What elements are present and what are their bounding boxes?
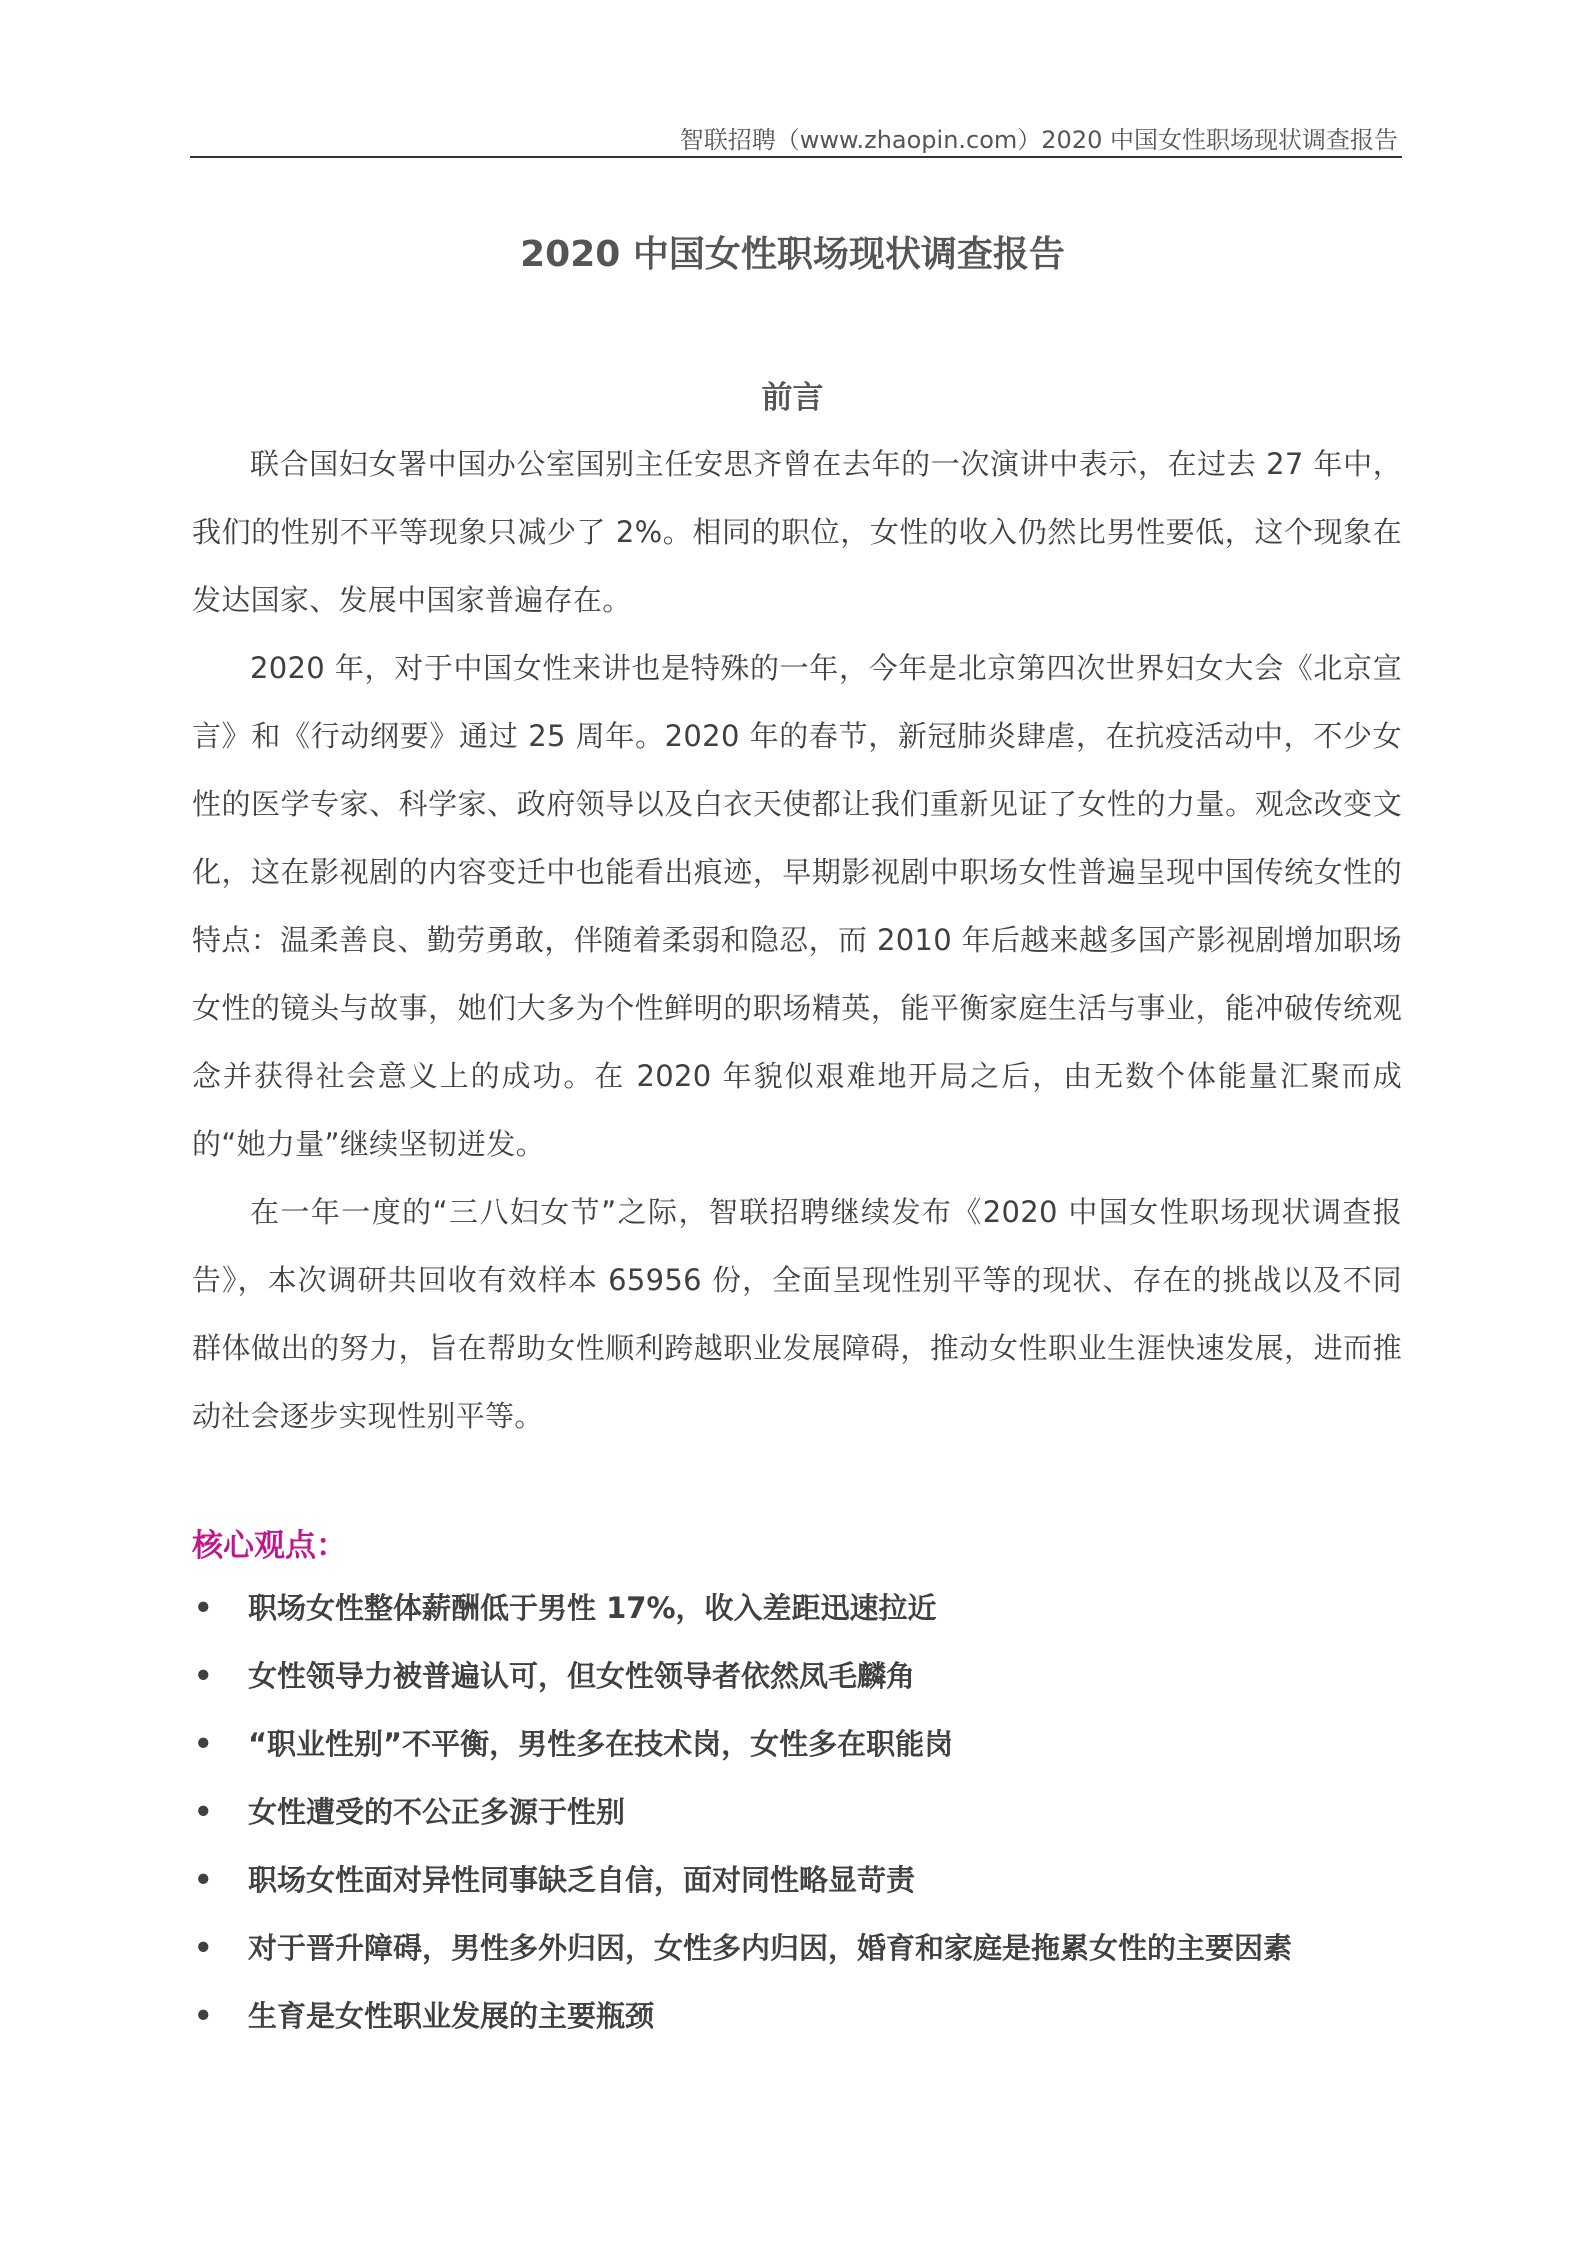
bullet-icon: • <box>194 1999 213 2033</box>
core-point <box>192 1778 1402 1846</box>
page-header <box>190 118 1402 158</box>
preface-paragraph-1: 联合国妇女署中国办公室国别主任安思齐曾在去年的一次演讲中表示，在过去 27 年中，我们的性别不平等现象只减少了 2%。相同的职位，女性的收入仍然比男性要低，这个现象在发达国家、发展中国家普遍存在。 <box>192 447 1402 617</box>
core-point <box>192 1982 1402 2050</box>
header-text: 智联招聘（www.zhaopin.com）2020 中国女性职场现状调查报告 <box>679 126 1398 154</box>
document-title: 2020 中国女性职场现状调查报告 <box>520 234 1065 275</box>
core-point <box>192 1710 1402 1778</box>
core-point-text: 对于晋升障碍，男性多外归因，女性多内归因，婚育和家庭是拖累女性的主要因素 <box>248 1931 1293 1965</box>
core-point-text: 职场女性整体薪酬低于男性 17%，收入差距迅速拉近 <box>248 1591 937 1625</box>
core-point <box>192 1846 1402 1914</box>
preface-heading: 前言 <box>761 380 824 416</box>
bullet-icon: • <box>194 1863 213 1897</box>
bullet-icon: • <box>194 1591 213 1625</box>
core-point-text: 女性领导力被普遍认可，但女性领导者依然凤毛麟角 <box>248 1659 916 1693</box>
core-point <box>192 1642 1402 1710</box>
core-point-text: 职场女性面对异性同事缺乏自信，面对同性略显苛责 <box>248 1863 916 1897</box>
bullet-icon: • <box>194 1931 213 1965</box>
bullet-icon: • <box>194 1795 213 1829</box>
core-points-heading: 核心观点： <box>192 1528 347 1564</box>
core-point <box>192 1574 1402 1642</box>
core-point <box>192 1914 1402 1982</box>
preface-paragraph-3: 在一年一度的“三八妇女节”之际，智联招聘继续发布《2020 中国女性职场现状调查报告》，本次调研共回收有效样本 65956 份，全面呈现性别平等的现状、存在的挑战以及不同群体做出的努力，旨在帮助女性顺利跨越职业发展障碍，推动女性职业生涯快速发展，进而推动社会逐步实现性别平等。 <box>192 1195 1402 1433</box>
core-point-text: “职业性别”不平衡，男性多在技术岗，女性多在职能岗 <box>248 1727 954 1761</box>
bullet-icon: • <box>194 1727 213 1761</box>
bullet-icon: • <box>194 1659 213 1693</box>
core-points-list <box>192 1574 1402 2050</box>
preface-body <box>192 430 1402 1450</box>
core-point-text: 生育是女性职业发展的主要瓶颈 <box>248 1999 655 2033</box>
core-point-text: 女性遭受的不公正多源于性别 <box>248 1795 626 1829</box>
preface-paragraph-2: 2020 年，对于中国女性来讲也是特殊的一年，今年是北京第四次世界妇女大会《北京宣言》和《行动纲要》通过 25 周年。2020 年的春节，新冠肺炎肆虐，在抗疫活动中，不少女性的医学专家、科学家、政府领导以及白衣天使都让我们重新见证了女性的力量。观念改变文化，这在影视剧的内容变迁中也能看出痕迹，早期影视剧中职场女性普遍呈现中国传统女性的特点：温柔善良、勤劳勇敢，伴随着柔弱和隐忍，而 2010 年后越来越多国产影视剧增加职场女性的镜头与故事，她们大多为个性鲜明的职场精英，能平衡家庭生活与事业，能冲破传统观念并获得社会意义上的成功。在 2020 年貌似艰难地开局之后，由无数个体能量汇聚而成的“她力量”继续坚韧迸发。 <box>192 651 1402 1161</box>
